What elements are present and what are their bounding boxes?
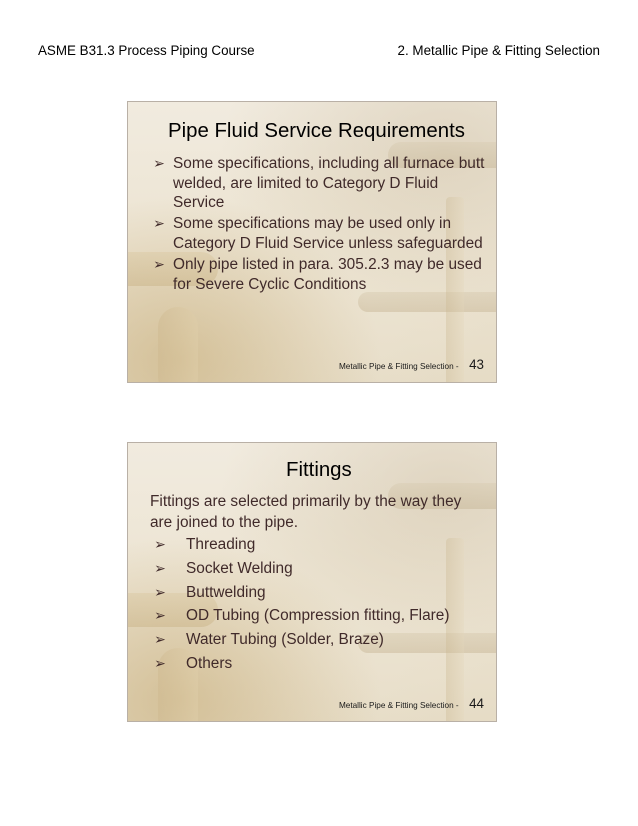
list-item (150, 628, 480, 652)
bullet-text: Water Tubing (Solder, Braze) (186, 631, 384, 649)
list-item (136, 255, 488, 294)
slide-pipe-fluid-service (127, 101, 497, 383)
slide-page-number: 43 (469, 357, 484, 372)
slide-intro-text: Fittings are selected primarily by the way they are joined to the pipe. (150, 493, 462, 531)
arrow-bullet-icon: ➢ (154, 654, 166, 671)
arrow-bullet-icon: ➢ (154, 631, 166, 648)
bullet-text: OD Tubing (Compression fitting, Flare) (186, 607, 450, 625)
list-item (150, 557, 480, 581)
background-pipe-image (158, 307, 198, 383)
bullet-text: Threading (186, 536, 256, 553)
arrow-bullet-icon: ➢ (154, 607, 166, 624)
list-item (136, 214, 488, 253)
list-item (150, 604, 480, 628)
slide-fittings (127, 442, 497, 722)
section-title: 2. Metallic Pipe & Fitting Selection (397, 43, 600, 58)
arrow-bullet-icon: ➢ (154, 536, 166, 552)
arrow-bullet-icon: ➢ (154, 559, 166, 576)
bullet-text: Some specifications, including all furnace butt welded, are limited to Category D Fluid Service (173, 155, 485, 212)
course-title: ASME B31.3 Process Piping Course (38, 43, 255, 58)
arrow-bullet-icon: ➢ (154, 583, 166, 600)
arrow-bullet-icon: ➢ (153, 215, 165, 232)
bullet-text: Some specifications may be used only in Category D Fluid Service unless safeguarded (173, 215, 483, 252)
bullet-text: Others (186, 654, 233, 672)
bullet-list (136, 154, 488, 296)
bullet-text: Socket Welding (186, 559, 293, 577)
slide-title: Pipe Fluid Service Requirements (168, 120, 465, 142)
slide-title: Fittings (286, 459, 352, 481)
slide-page-number: 44 (469, 696, 484, 711)
slide-footer (339, 695, 484, 713)
page-header (38, 43, 600, 61)
bullet-list (150, 533, 480, 676)
bullet-text: Buttwelding (186, 583, 266, 601)
arrow-bullet-icon: ➢ (153, 155, 165, 171)
slide-footer-label: Metallic Pipe & Fitting Selection - (338, 362, 459, 371)
list-item (150, 581, 480, 605)
arrow-bullet-icon: ➢ (153, 255, 165, 272)
list-item (150, 652, 480, 676)
bullet-text: Only pipe listed in para. 305.2.3 may be used for Severe Cyclic Conditions (173, 255, 482, 293)
list-item (136, 154, 488, 213)
list-item (150, 533, 480, 557)
slide-footer (339, 356, 484, 374)
slide-footer-label: Metallic Pipe & Fitting Selection - (338, 701, 459, 710)
